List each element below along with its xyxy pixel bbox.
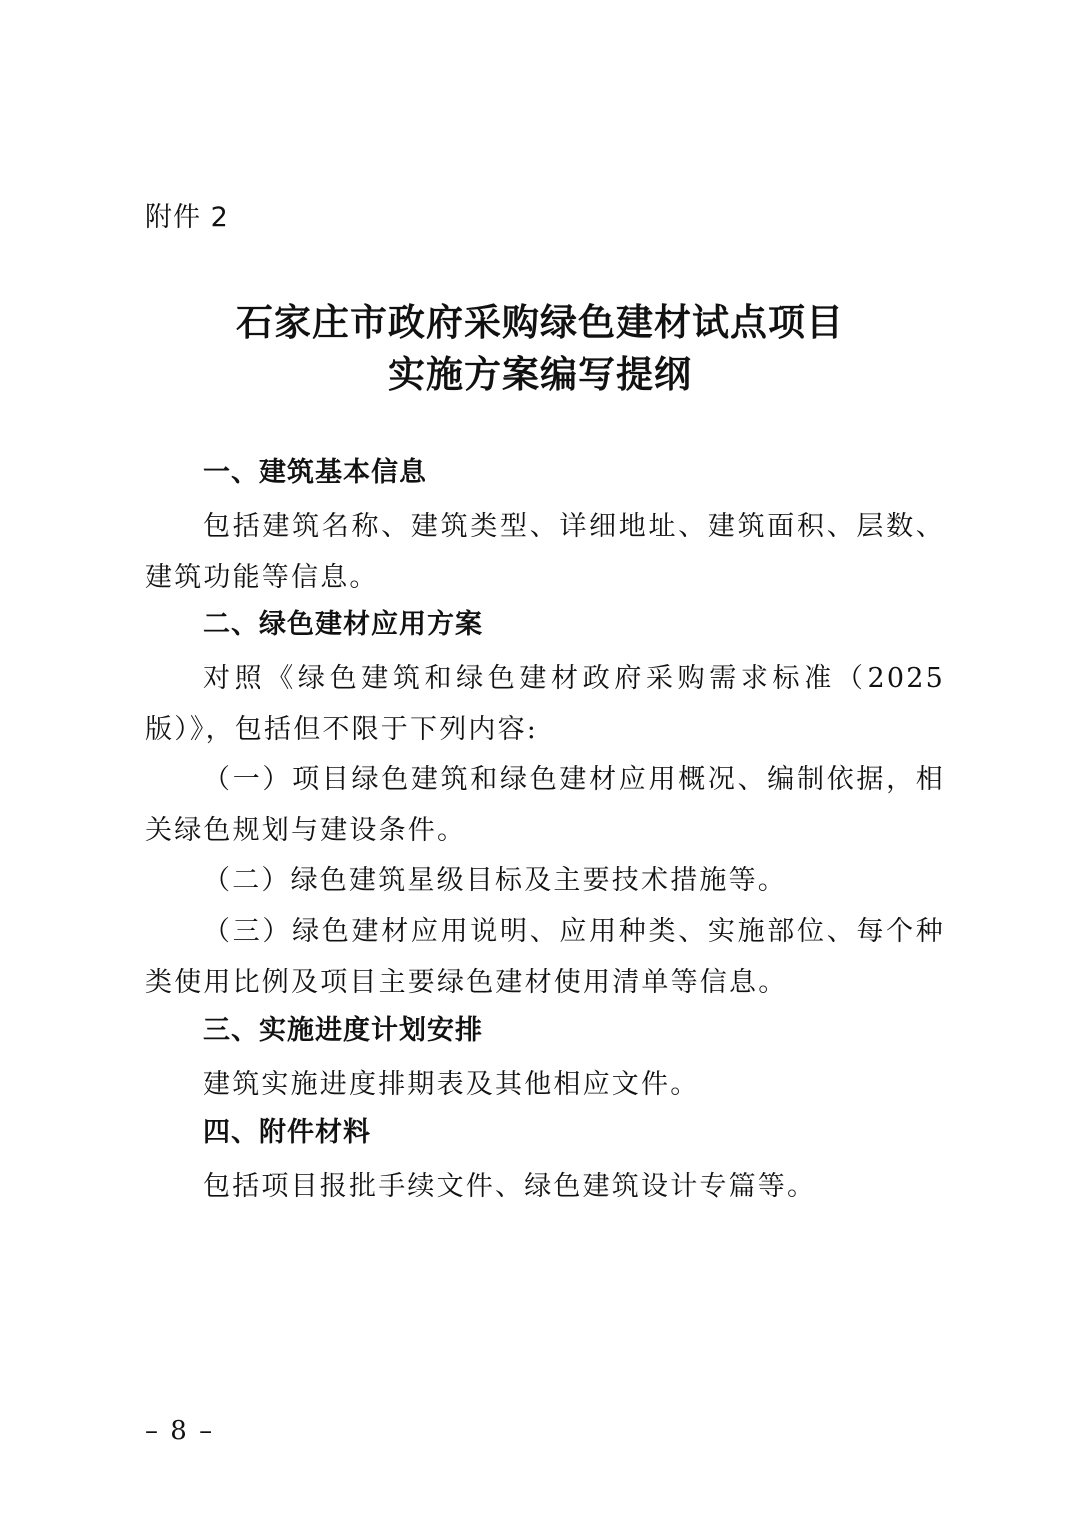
document-title-line-1: 石家庄市政府采购绿色建材试点项目 [236, 300, 844, 344]
section-heading-4: 四、附件材料 [203, 1117, 371, 1148]
section-2-item-1: （一）项目绿色建筑和绿色建材应用概况、编制依据，相关绿色规划与建设条件。 [145, 764, 945, 846]
attachment-label: 附件 2 [145, 202, 229, 233]
document-title-line-2: 实施方案编写提纲 [388, 352, 692, 396]
section-heading-1: 一、建筑基本信息 [203, 457, 427, 488]
page-number: – 8 – [145, 1416, 215, 1446]
section-heading-3: 三、实施进度计划安排 [203, 1015, 483, 1046]
section-heading-2: 二、绿色建材应用方案 [203, 609, 483, 640]
section-1-paragraph-1: 包括建筑名称、建筑类型、详细地址、建筑面积、层数、建筑功能等信息。 [145, 511, 945, 593]
section-3-paragraph-1: 建筑实施进度排期表及其他相应文件。 [203, 1069, 700, 1100]
section-2-paragraph-1: 对照《绿色建筑和绿色建材政府采购需求标准（2025版）》，包括但不限于下列内容: [145, 663, 945, 745]
section-2-item-2: （二）绿色建筑星级目标及主要技术措施等。 [203, 865, 787, 896]
section-4-paragraph-1: 包括项目报批手续文件、绿色建筑设计专篇等。 [203, 1171, 817, 1202]
section-2-item-3: （三）绿色建材应用说明、应用种类、实施部位、每个种类使用比例及项目主要绿色建材使用清单等信息。 [145, 916, 945, 998]
